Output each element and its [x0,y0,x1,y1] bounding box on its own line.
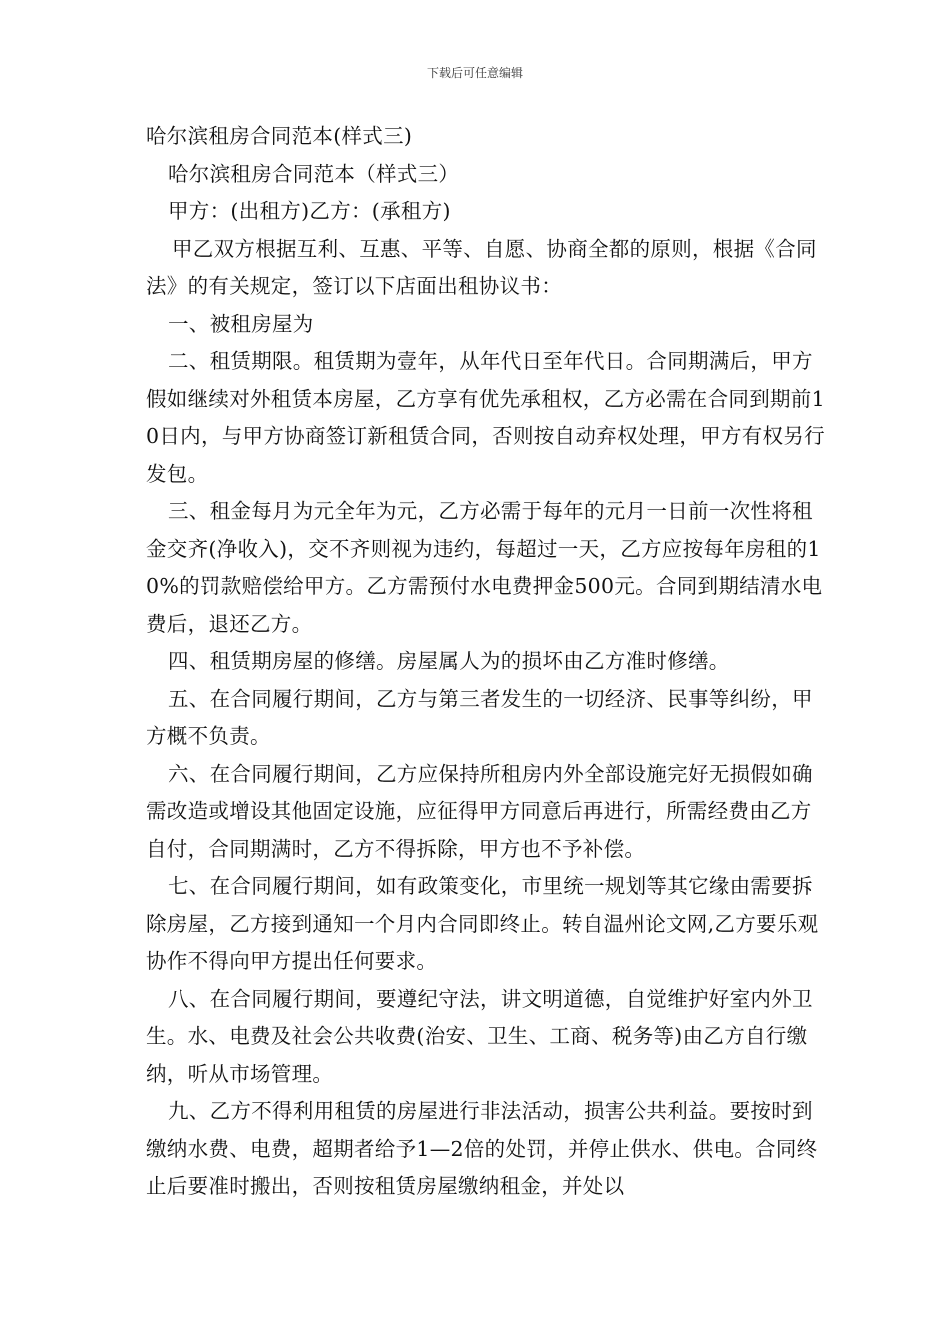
clause-8: 八、在合同履行期间，要遵纪守法，讲文明道德，自觉维护好室内外卫生。水、电费及社会公共收费(治安、卫生、工商、税务等)由乙方自行缴纳，听从市场管理。 [146,986,813,1086]
clause-9: 九、乙方不得利用租赁的房屋进行非法活动，损害公共利益。要按时到缴纳水费、电费，超期者给予1—2倍的处罚，并停止供水、供电。合同终止后要准时搬出，否则按租赁房屋缴纳租金，并处以 [146,1099,818,1198]
clause-6: 六、在合同履行期间，乙方应保持所租房内外全部设施完好无损假如确需改造或增设其他固定设施，应征得甲方同意后再进行，所需经费由乙方自付，合同期满时，乙方不得拆除，甲方也不予补偿。 [146,761,813,861]
clause-5: 五、在合同履行期间，乙方与第三者发生的一切经济、民事等纠纷，甲方概不负责。 [146,686,813,748]
clause-2: 二、租赁期限。租赁期为壹年，从年代日至年代日。合同期满后，甲方假如继续对外租赁本房屋，乙方享有优先承租权，乙方必需在合同到期前10日内，与甲方协商签订新租赁合同，否则按自动弃权处理，甲方有权另行发包。 [146,349,825,486]
clause-3: 三、租金每月为元全年为元，乙方必需于每年的元月一日前一次性将租金交齐(净收入)，交不齐则视为违约，每超过一天，乙方应按每年房租的10%的罚款赔偿给甲方。乙方需预付水电费押金500元。合同到期结清水电费后，退还乙方。 [146,499,823,636]
document-title: 哈尔滨租房合同范本(样式三) [146,124,413,148]
paragraph-preamble: 甲乙双方根据互利、互惠、平等、自愿、协商全都的原则，根据《合同法》的有关规定，签订以下店面出租协议书： [146,236,817,298]
page-header-note: 下载后可任意编辑 [426,66,523,80]
document-body [146,118,826,1206]
parties-line: 甲方：(出租方)乙方：(承租方) [168,199,451,223]
clause-7: 七、在合同履行期间，如有政策变化，市里统一规划等其它缘由需要拆除房屋，乙方接到通知一个月内合同即终止。转自温州论文网,乙方要乐观协作不得向甲方提出任何要求。 [146,874,819,973]
clause-4: 四、租赁期房屋的修缮。房屋属人为的损坏由乙方准时修缮。 [168,649,730,673]
document-subtitle: 哈尔滨租房合同范本（样式三） [168,161,460,186]
clause-1: 一、被租房屋为 [168,311,314,336]
